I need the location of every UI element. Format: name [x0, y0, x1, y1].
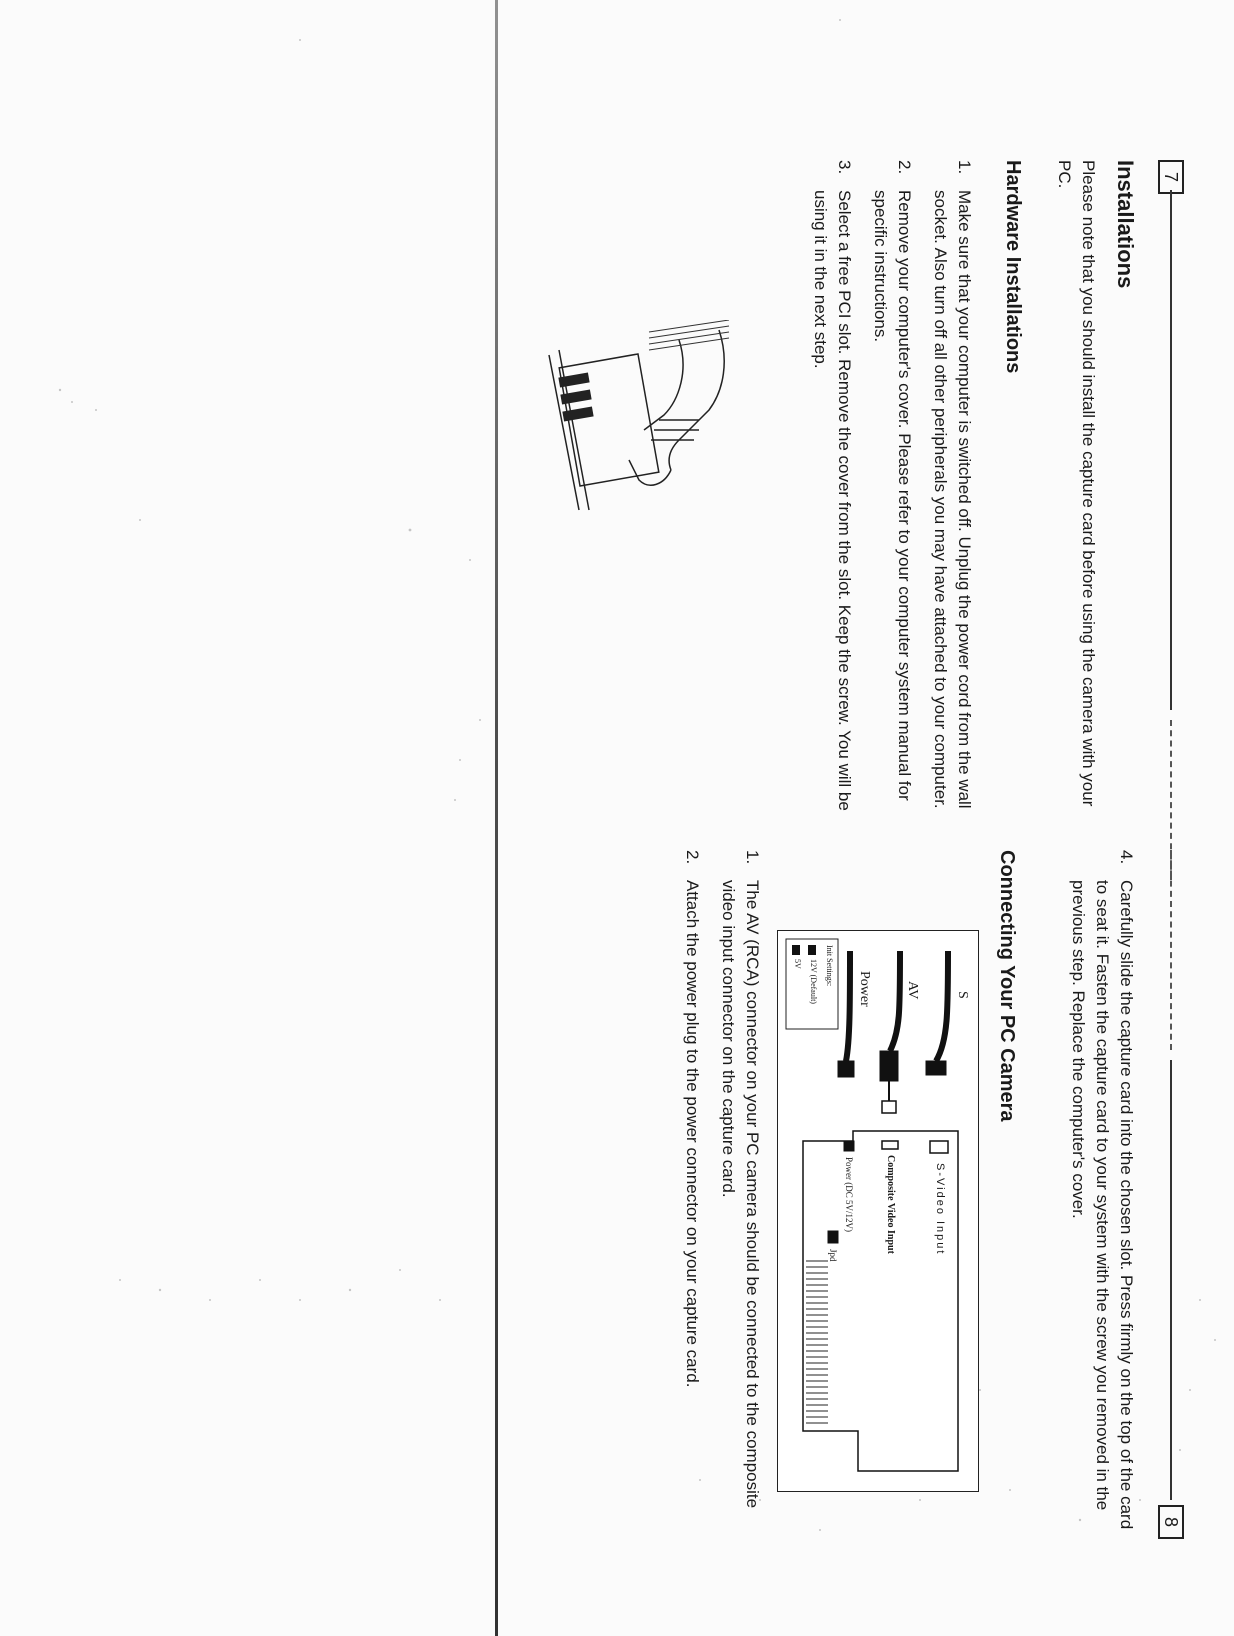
step-text: Select a free PCI slot. Remove the cover from the slot. Keep the screw. You will be using it in the next step. — [811, 190, 854, 811]
hardware-steps — [796, 160, 976, 840]
step-item — [716, 850, 764, 1530]
header-rule — [1170, 1060, 1172, 1500]
page-7 — [0, 160, 1234, 880]
step-number: 4. — [1117, 850, 1136, 865]
step-text: The AV (RCA) connector on your PC camera should be connected to the composite video input connector on the capture card. — [719, 880, 762, 1509]
step-number: 1. — [955, 160, 974, 175]
step-number: 1. — [743, 850, 762, 865]
cable-label-av: AV — [905, 981, 920, 1000]
card-label-jumper: Jpd — [828, 1249, 838, 1262]
step-item — [680, 850, 704, 1530]
diagram-drawing — [778, 931, 978, 1491]
cable-label-s: S — [955, 991, 970, 999]
step-number: 3. — [835, 160, 854, 175]
legend-title: Init Settings: — [825, 945, 834, 987]
page-number: 7 — [1158, 160, 1184, 194]
step-text: Carefully slide the capture card into the chosen slot. Press firmly on the top of the card to seat it. Fasten the capture card to your system with the screw you removed in the previous step. Replace the computer's cover. — [1069, 880, 1136, 1530]
connecting-steps — [668, 850, 764, 1530]
card-label-power: Power (DC 5V/12V) — [844, 1157, 854, 1232]
intro-paragraph: Please note that you should install the capture card before using the camera with your PC. — [1055, 160, 1098, 807]
subsection-title: Hardware Installations — [1002, 160, 1024, 374]
step-4-list — [1054, 850, 1138, 1530]
page-number: 8 — [1158, 1505, 1184, 1539]
step-item — [1066, 850, 1138, 1530]
step-number: 2. — [683, 850, 702, 865]
pci-card-illustration — [539, 320, 739, 520]
step-text: Remove your computer's cover. Please refer to your computer system manual for specific instructions. — [871, 190, 914, 801]
step-number: 2. — [895, 160, 914, 175]
step-text: Attach the power plug to the power connector on your capture card. — [683, 880, 702, 1388]
step-item — [808, 160, 856, 840]
step-text: Make sure that your computer is switched off. Unplug the power cord from the wall socket. Also turn off all other peripherals you may have attached to your computer. — [931, 190, 974, 809]
cable-label-power: Power — [857, 971, 872, 1007]
step-item — [928, 160, 976, 840]
legend-item-12v: 12V (Default) — [809, 959, 818, 1004]
legend-item-5v: 5V — [793, 959, 802, 969]
step-item — [868, 160, 916, 840]
subsection-title: Connecting Your PC Camera — [996, 850, 1018, 1122]
header-rule-dashed — [1170, 850, 1172, 1050]
card-label-composite: Composite Video Input — [885, 1155, 896, 1254]
section-title: Installations — [1113, 160, 1138, 289]
card-label-svideo: S-Video Input — [934, 1163, 946, 1256]
page-8 — [0, 850, 1234, 1570]
connection-diagram — [777, 930, 979, 1492]
header-rule — [1170, 190, 1172, 710]
